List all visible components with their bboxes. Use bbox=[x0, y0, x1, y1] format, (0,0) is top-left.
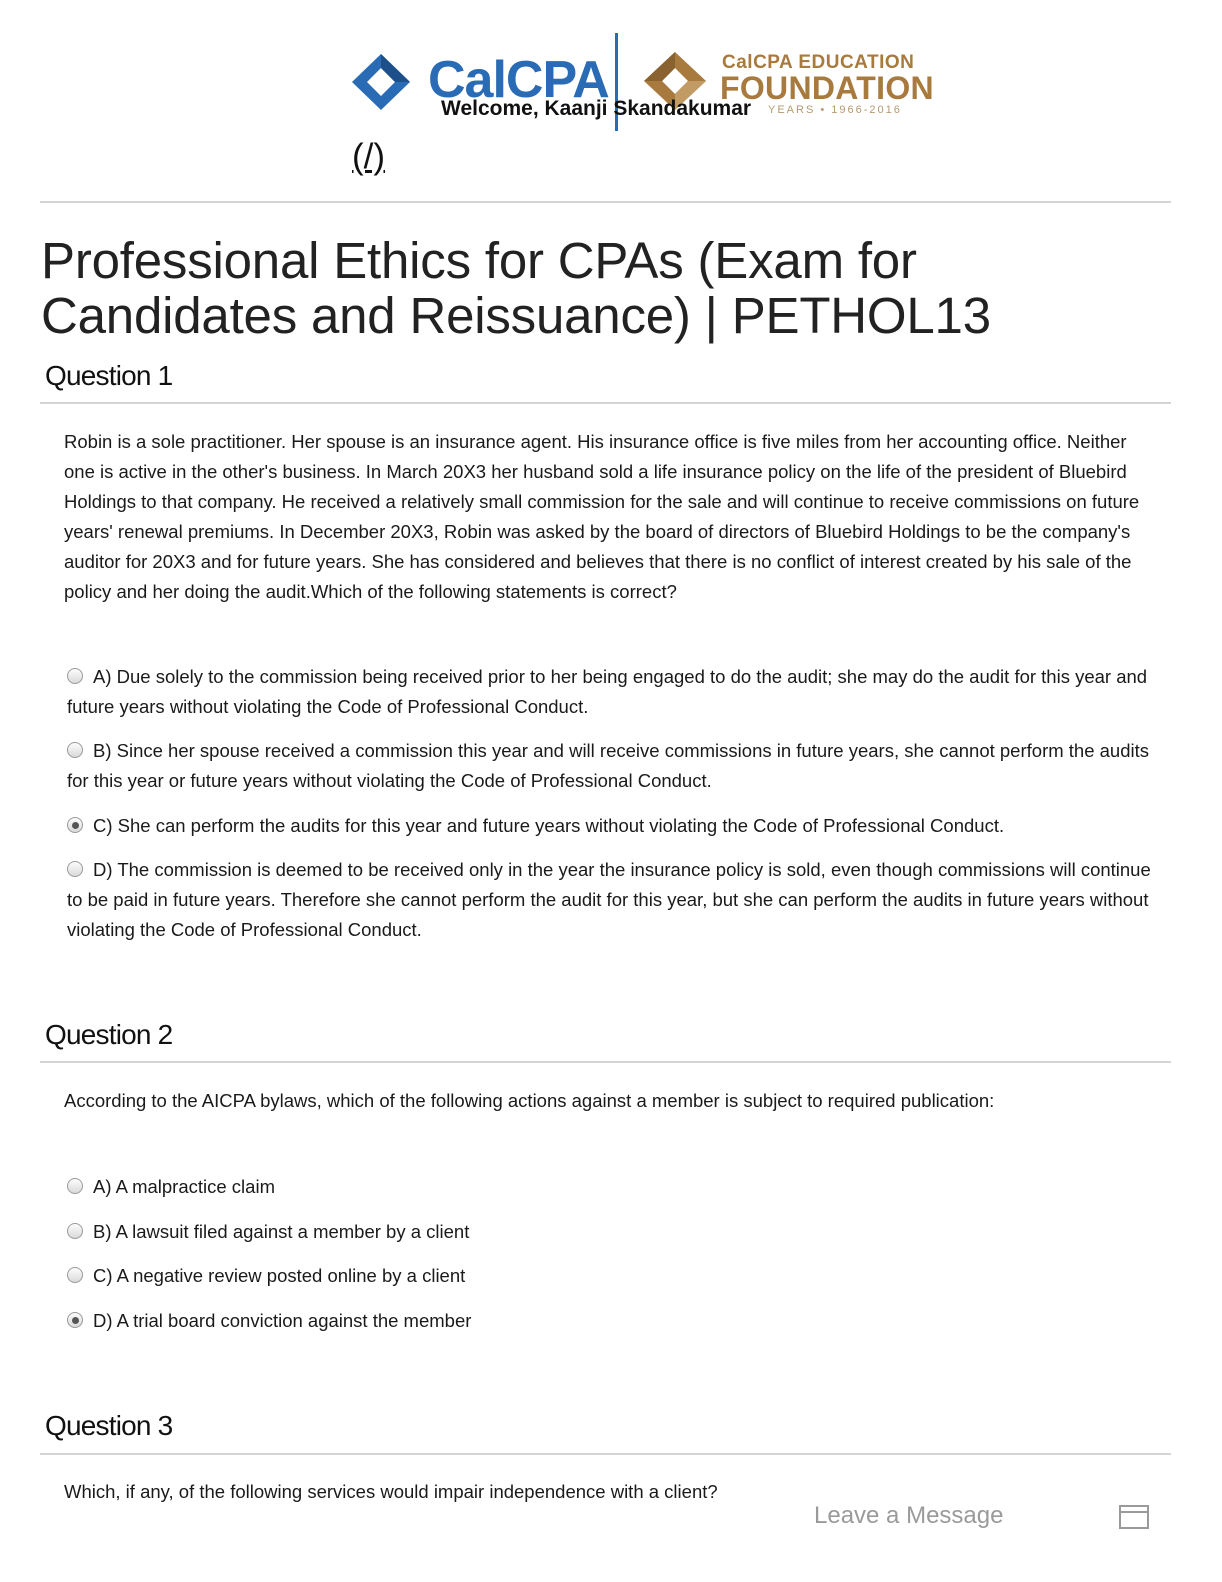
calcpa-logo-text: CalCPA bbox=[428, 51, 609, 109]
foundation-line1: CalCPA EDUCATION bbox=[722, 52, 915, 73]
question-1-text: Robin is a sole practitioner. Her spouse is an insurance agent. His insurance office is five miles from her accounting office. Neither one is active in the other's business. In March 20X3 her husband sold a life insurance policy on the life of the president of Bluebird Holdings to that company. He received a relatively small commission for the sale and will continue to receive commissions on future years' renewal premiums. In December 20X3, Robin was asked by the board of directors of Bluebird Holdings to be the company's auditor for 20X3 and for future years. She has considered and believes that there is no conflict of interest created by his sale of the policy and her doing the audit.Which of the following statements is correct? bbox=[64, 431, 1140, 602]
calcpa-diamond-icon bbox=[350, 52, 412, 112]
question-1-option-d[interactable] bbox=[67, 855, 1152, 945]
question-1-option-b[interactable] bbox=[67, 736, 1152, 796]
option-label: C) She can perform the audits for this year and future years without violating the Code of Professional Conduct. bbox=[93, 815, 1005, 836]
option-label: C) A negative review posted online by a client bbox=[93, 1265, 466, 1286]
question-1-divider bbox=[40, 402, 1171, 404]
question-1-heading: Question 1 bbox=[45, 360, 173, 391]
header-divider bbox=[40, 201, 1171, 203]
question-3-text: Which, if any, of the following services would impair independence with a client? bbox=[64, 1481, 718, 1502]
question-2-text: According to the AICPA bylaws, which of the following actions against a member is subject to required publication: bbox=[64, 1090, 995, 1111]
radio-button[interactable] bbox=[67, 668, 83, 684]
home-link[interactable]: (/) bbox=[352, 137, 386, 176]
question-2-option-a[interactable] bbox=[67, 1172, 1152, 1202]
calcpa-logo[interactable] bbox=[350, 51, 609, 117]
question-2-divider bbox=[40, 1061, 1171, 1063]
question-3-heading: Question 3 bbox=[45, 1410, 173, 1441]
radio-button-selected[interactable] bbox=[67, 817, 83, 833]
question-1-option-a[interactable] bbox=[67, 662, 1152, 722]
option-label: A) A malpractice claim bbox=[93, 1176, 275, 1197]
option-label: A) Due solely to the commission being received prior to her being engaged to do the audit; she may do the audit for this year and future years without violating the Code of Professional Conduct. bbox=[67, 666, 1148, 717]
site-header bbox=[0, 0, 1222, 205]
option-label: B) A lawsuit filed against a member by a client bbox=[93, 1221, 470, 1242]
chat-window-icon[interactable] bbox=[1119, 1505, 1149, 1529]
welcome-message: Welcome, Kaanji Skandakumar bbox=[441, 97, 752, 120]
question-3-divider bbox=[40, 1453, 1171, 1455]
radio-button[interactable] bbox=[67, 1267, 83, 1283]
question-1-option-c[interactable] bbox=[67, 811, 1152, 841]
option-label: D) A trial board conviction against the member bbox=[93, 1310, 472, 1331]
question-2-option-d[interactable] bbox=[67, 1306, 1152, 1336]
radio-button[interactable] bbox=[67, 1223, 83, 1239]
radio-button[interactable] bbox=[67, 1178, 83, 1194]
foundation-line2: FOUNDATION bbox=[720, 70, 934, 106]
foundation-line3: YEARS • 1966-2016 bbox=[768, 104, 902, 116]
radio-button-selected[interactable] bbox=[67, 1312, 83, 1328]
question-2-option-c[interactable] bbox=[67, 1261, 1152, 1291]
radio-button[interactable] bbox=[67, 742, 83, 758]
leave-message-button[interactable]: Leave a Message bbox=[814, 1502, 1004, 1529]
question-2-option-b[interactable] bbox=[67, 1217, 1152, 1247]
option-label: D) The commission is deemed to be received only in the year the insurance policy is sold, even though commissions will continue to be paid in future years. Therefore she cannot perform the audit for this year, but she can perform the audits in future years without violating the Code of Professional Conduct. bbox=[67, 859, 1151, 940]
radio-button[interactable] bbox=[67, 861, 83, 877]
page-title: Professional Ethics for CPAs (Exam for Candidates and Reissuance) | PETHOL13 bbox=[41, 232, 991, 344]
option-label: B) Since her spouse received a commission this year and will receive commissions in future years, she cannot perform the audits for this year or future years without violating the Code of Professional Conduct. bbox=[67, 740, 1149, 791]
question-2-heading: Question 2 bbox=[45, 1019, 173, 1050]
